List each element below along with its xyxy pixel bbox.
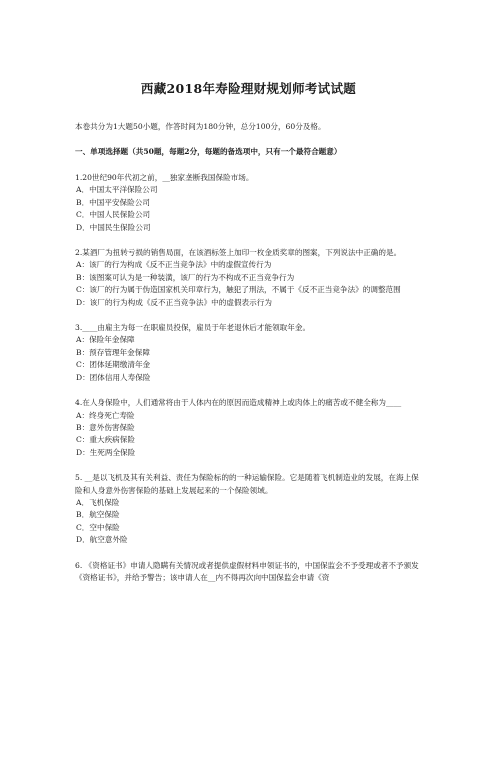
document-page	[0, 79, 496, 781]
page-title: 西藏2018年寿险理财规划师考试试题	[140, 81, 357, 96]
option-a: A．飞机保险	[76, 497, 120, 507]
option-c: C：该厂的行为属于伪造国家机关印章行为，触犯了刑法，不属于《反不正当竞争法》的调整范围	[76, 285, 401, 295]
option-d: D．航空意外险	[76, 535, 128, 545]
option-c: C．中国人民保险公司	[76, 210, 151, 220]
option-b: B：预存管理年金保障	[76, 347, 150, 357]
option-a: A：终身死亡寿险	[76, 410, 135, 420]
question-4	[75, 397, 422, 459]
option-d: D．中国民生保险公司	[76, 222, 151, 232]
question-5	[75, 472, 422, 546]
question-stem: 3.____由雇主为每一在职雇员投保，雇员于年老退休后才能领取年金。	[75, 323, 311, 333]
question-stem: 1.20世纪90年代初之前，__独家垄断我国保险市场。	[75, 173, 254, 182]
option-c: C．空中保险	[76, 522, 120, 532]
option-a: A：该厂的行为构成《反不正当竞争法》中的虚假宣传行为	[76, 260, 272, 270]
question-3	[75, 322, 422, 384]
option-c: C：团体延期缴清年金	[76, 360, 151, 370]
question-6	[75, 560, 422, 585]
option-b: B：该图案可认为是一种装潢，该厂的行为不构成不正当竞争行为	[76, 272, 295, 282]
question-stem: 2.某酒厂为扭转亏损的销售局面，在该酒标签上加印一枚金质奖章的图案，下列说法中正确的是。	[75, 248, 402, 258]
question-stem: 5. __是以飞机及其有关利益、责任为保险标的的一种运输保险。它是随着飞机制造业的发展，在海上保险和人身意外伤害保险的基础上发展起来的一个保险领域。	[75, 473, 419, 495]
option-a: A：保险年金保障	[76, 335, 135, 345]
option-a: A．中国太平洋保险公司	[76, 185, 158, 195]
question-stem: 6. 《资格证书》申请人隐瞒有关情况或者提供虚假材料申领证书的，中国保监会不予受理或者不予颁发《资格证书》，并给予警告；该申请人在__内不得再次向中国保监会申请《资	[75, 560, 419, 582]
option-d: D：该厂的行为构成《反不正当竞争法》中的虚假表示行为	[76, 297, 272, 307]
question-1	[75, 172, 422, 234]
question-stem: 4.在人身保险中，人们通常将由于人体内在的原因而造成精神上或肉体上的痛苦或不健全称为____	[75, 398, 402, 408]
question-2	[75, 247, 422, 309]
exam-intro: 本卷共分为1大题50小题，作答时间为180分钟，总分100分，60分及格。	[75, 122, 326, 131]
option-d: D：生死两全保险	[76, 447, 136, 457]
option-c: C：重大疾病保险	[76, 435, 135, 445]
option-b: B：意外伤害保险	[76, 422, 135, 432]
option-d: D：团体信用人寿保险	[76, 372, 151, 382]
option-b: B．航空保险	[76, 510, 120, 520]
option-b: B．中国平安保险公司	[76, 197, 150, 207]
section-heading: 一、单项选择题（共50题，每题2分，每题的备选项中，只有一个最符合题意）	[75, 147, 342, 156]
